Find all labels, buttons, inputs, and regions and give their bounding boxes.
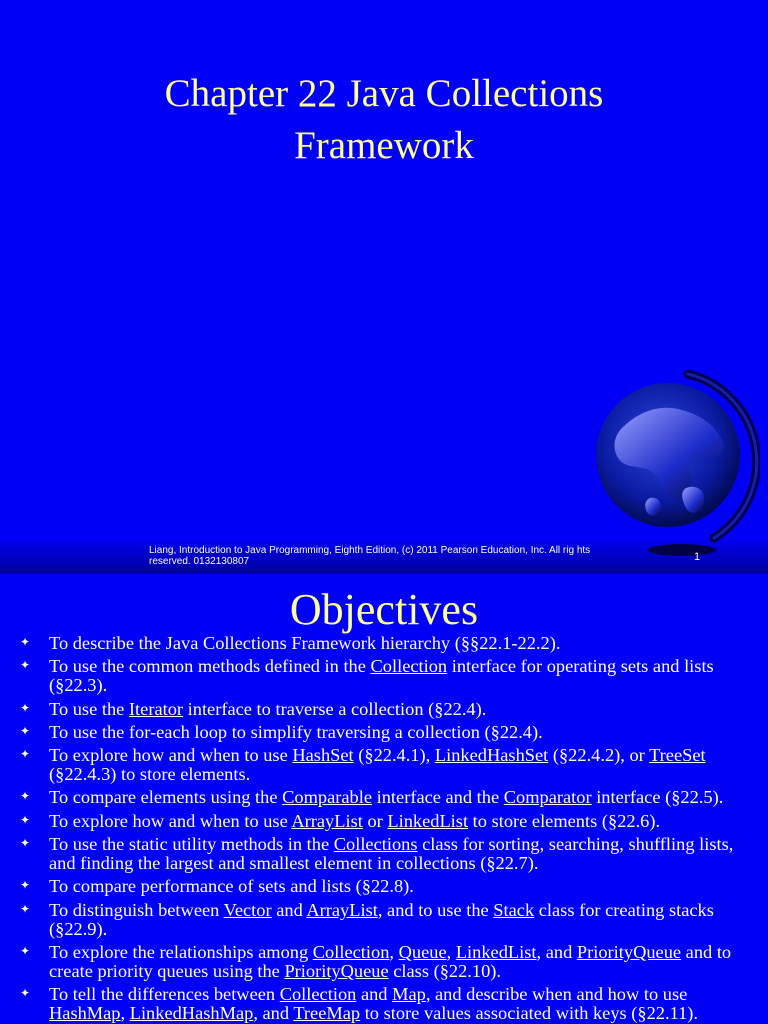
class-name-link[interactable]: Collection <box>370 656 448 677</box>
objectives-title: Objectives <box>289 585 479 634</box>
bullet-star-icon: ✦ <box>20 943 31 958</box>
objective-text: class (§22.10). <box>388 960 502 981</box>
class-name-link[interactable]: HashMap <box>49 1003 121 1024</box>
class-name-link[interactable]: Collection <box>279 984 357 1005</box>
objective-text: To describe the Java Collections Framework hierarchy (§§22.1-22.2). <box>49 633 561 653</box>
objective-text: to store values associated with keys (§22.11). <box>360 1003 699 1024</box>
class-name-link[interactable]: Map <box>392 984 426 1005</box>
objective-text: , and to use the <box>377 899 494 920</box>
class-name-link[interactable]: LinkedList <box>455 941 537 962</box>
objective-text: To tell the differences between <box>49 984 280 1005</box>
bullet-star-icon: ✦ <box>20 723 31 738</box>
bullet-star-icon: ✦ <box>20 878 31 893</box>
objective-text: interface for operating sets and lists (§22.3). <box>49 656 714 696</box>
class-name-link[interactable]: LinkedHashMap <box>129 1003 254 1024</box>
objective-text: (§22.4.2), or <box>548 745 650 766</box>
objective-text: To explore how and when to use <box>49 745 293 766</box>
class-name-link[interactable]: PriorityQueue <box>284 960 389 981</box>
objective-text: To distinguish between <box>49 899 224 920</box>
bullet-star-icon: ✦ <box>20 836 31 851</box>
page-number: 1 <box>694 551 701 563</box>
objective-text: and to create priority queues using the <box>49 941 732 981</box>
class-name-link[interactable]: Vector <box>223 899 272 920</box>
class-name-link[interactable]: ArrayList <box>291 810 363 831</box>
objective-text: interface and the <box>372 787 504 808</box>
class-name-link[interactable]: Comparable <box>282 787 373 808</box>
class-name-link[interactable]: Collection <box>312 941 390 962</box>
objective-text: , and <box>253 1003 294 1024</box>
objective-text: to store elements (§22.6). <box>468 810 661 831</box>
class-name-link[interactable]: Comparator <box>503 787 592 808</box>
objective-text: To explore the relationships among <box>49 941 313 962</box>
objective-item <box>20 788 750 807</box>
objective-text: and <box>271 899 307 920</box>
objective-text: To use the common methods defined in the <box>49 656 371 677</box>
objective-text: To explore how and when to use <box>49 810 292 831</box>
class-name-link[interactable]: LinkedHashSet <box>434 745 549 766</box>
bullet-star-icon: ✦ <box>20 700 31 715</box>
bullet-star-icon: ✦ <box>20 635 31 649</box>
objective-item <box>20 985 750 1023</box>
objective-text: interface to traverse a collection (§22.4). <box>183 698 487 719</box>
bullet-star-icon: ✦ <box>20 812 31 827</box>
objective-text: To compare elements using the <box>49 787 283 808</box>
class-name-link[interactable]: TreeMap <box>293 1003 361 1024</box>
class-name-link[interactable]: ArrayList <box>306 899 378 920</box>
bullet-star-icon: ✦ <box>20 747 31 762</box>
class-name-link[interactable]: Stack <box>493 899 535 920</box>
class-name-link[interactable]: TreeSet <box>649 745 706 766</box>
globe-icon <box>590 370 760 570</box>
slide-title <box>0 68 768 172</box>
objective-text: and <box>356 984 393 1005</box>
objective-text: or <box>362 810 388 831</box>
class-name-link[interactable]: PriorityQueue <box>576 941 682 962</box>
objective-item <box>20 657 750 695</box>
class-name-link[interactable]: Collections <box>333 834 418 855</box>
class-name-link[interactable]: Queue <box>398 941 447 962</box>
objective-text: To use the for-each loop to simplify traversing a collection (§22.4). <box>49 721 543 742</box>
objective-text: class for sorting, searching, shuffling lists, and finding the largest and smallest element in collections (§22.7). <box>49 834 734 874</box>
objective-item <box>20 723 750 742</box>
objective-item <box>20 877 750 896</box>
objective-item <box>20 943 750 981</box>
objective-text: , and describe when and how to use <box>425 984 688 1005</box>
objective-text: (§22.4.3) to store elements. <box>49 764 251 785</box>
bullet-star-icon: ✦ <box>20 789 31 804</box>
objective-item <box>20 812 750 831</box>
objective-text: To use the <box>49 698 129 719</box>
objective-text: class for creating stacks (§22.9). <box>49 899 714 939</box>
objective-item <box>20 835 750 873</box>
objectives-list <box>20 634 750 1024</box>
title-line-1: Chapter 22 Java Collections <box>164 72 604 115</box>
objective-text: , <box>446 941 456 962</box>
class-name-link[interactable]: Iterator <box>128 698 184 719</box>
objective-item <box>20 700 750 719</box>
bullet-star-icon: ✦ <box>20 986 31 1001</box>
bullet-star-icon: ✦ <box>20 901 31 916</box>
objective-item <box>20 634 750 653</box>
objective-text: To use the static utility methods in the <box>49 834 334 855</box>
bullet-star-icon: ✦ <box>20 658 31 673</box>
objective-text: , <box>389 941 399 962</box>
footer-copyright: Liang, Introduction to Java Programming, Eighth Edition, (c) 2011 Pearson Education, Inc. All rig hts reserved. 0132130807 <box>149 545 591 567</box>
class-name-link[interactable]: HashSet <box>292 745 354 766</box>
objective-text: interface (§22.5). <box>591 787 724 808</box>
objective-text: (§22.4.1), <box>353 745 435 766</box>
objective-item <box>20 746 750 784</box>
title-line-2: Framework <box>294 124 474 167</box>
objective-text: , <box>120 1003 130 1024</box>
slide-2 <box>0 574 768 1024</box>
objective-text: To compare performance of sets and lists (§22.8). <box>49 876 414 897</box>
objective-item <box>20 901 750 939</box>
objective-text: , and <box>536 941 577 962</box>
class-name-link[interactable]: LinkedList <box>387 810 469 831</box>
